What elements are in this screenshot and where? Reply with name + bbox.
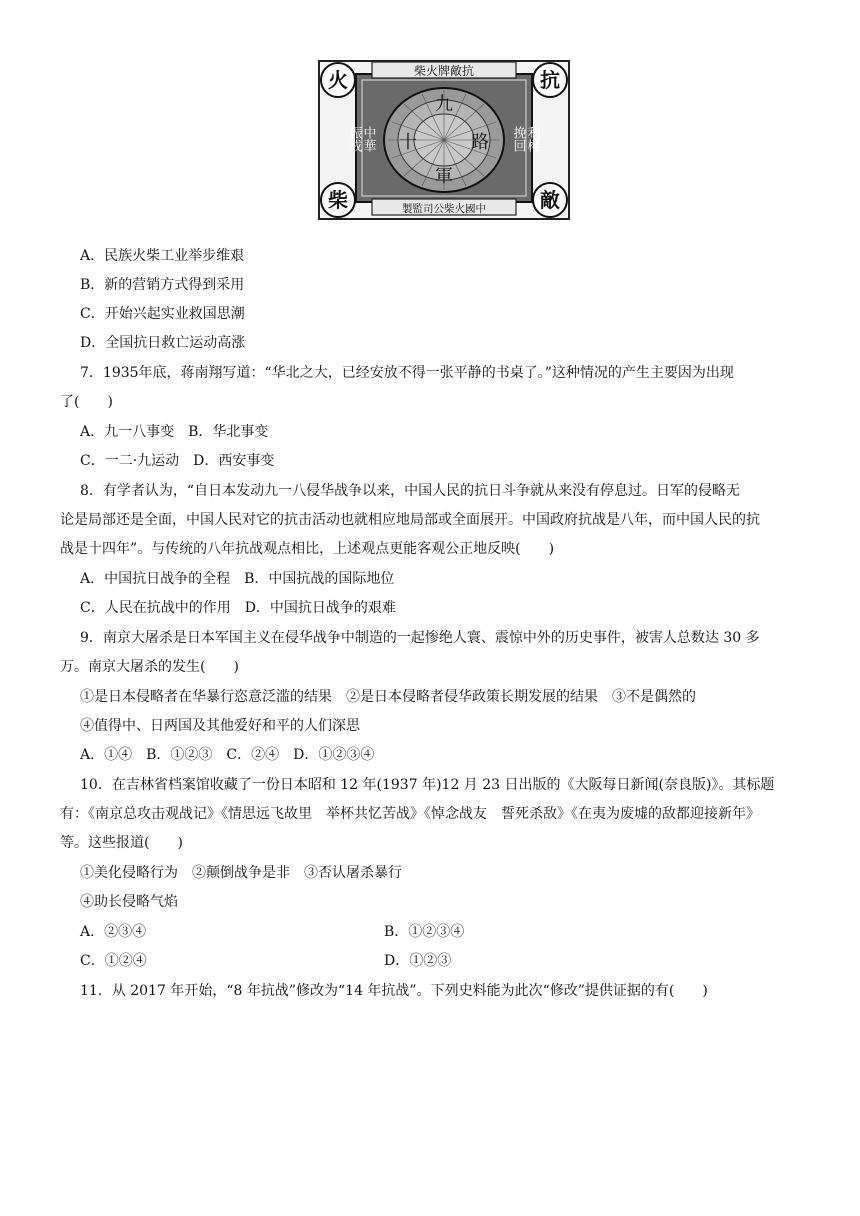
q10-stem-line2: 有：《南京总攻击观战记》《情思远飞故里 举杯共忆苦战》《悼念战友 誓死杀敌》《在夷为废墟的敌都迎接新年》 bbox=[60, 806, 760, 822]
q6-option-d: D．全国抗日救亡运动高涨 bbox=[80, 335, 246, 351]
corner-bl-char: 柴 bbox=[328, 188, 348, 212]
q11-stem-line1: 11．从 2017 年开始，“8 年抗战”修改为“14 年抗战”。下列史料能为此次“修改”提供证据的有( ) bbox=[80, 983, 708, 999]
label-top-text: 柴火牌敵抗 bbox=[413, 64, 475, 78]
q10-option-a: A．②③④ bbox=[80, 924, 147, 940]
q8-stem-line3: 战是十四年”。与传统的八年抗战观点相比，上述观点更能客观公正地反映( ) bbox=[60, 541, 555, 557]
left-slogan-col2: 振戎 bbox=[346, 126, 362, 152]
q10-stem-line1: 10．在吉林省档案馆收藏了一份日本昭和 12 年(1937 年)12 月 23 日出版的《大阪每日新闻(奈良版)》。其标题 bbox=[80, 777, 775, 793]
q8-stem-line2: 论是局部还是全面，中国人民对它的抗击活动也就相应地局部或全面展开。中国政府抗战是八年，而中国人民的抗 bbox=[60, 512, 760, 528]
center-left-char: 十 bbox=[399, 132, 417, 153]
q9-stem-line2: 万。南京大屠杀的发生( ) bbox=[60, 659, 239, 675]
matchbox-label-image bbox=[318, 60, 570, 220]
q10-items-line1: ①美化侵略行为 ②颠倒战争是非 ③否认屠杀暴行 bbox=[80, 865, 402, 881]
center-top-char: 九 bbox=[435, 94, 453, 115]
q10-stem-line3: 等。这些报道( ) bbox=[60, 835, 183, 851]
q10-option-b: B．①②③④ bbox=[384, 924, 465, 940]
q10-option-d: D．①②③ bbox=[384, 953, 452, 969]
q9-options: A．①④ B．①②③ C．②④ D．①②③④ bbox=[80, 747, 375, 763]
right-slogan-col2: 挽回 bbox=[510, 126, 526, 152]
q9-items-line1: ①是日本侵略者在华暴行恣意泛滥的结果 ②是日本侵略者侵华政策长期发展的结果 ③不是偶然的 bbox=[80, 689, 696, 705]
q9-stem-line1: 9．南京大屠杀是日本军国主义在侵华战争中制造的一起惨绝人寰、震惊中外的历史事件，被害人总数达 30 多 bbox=[80, 630, 760, 646]
q8-options-cd: C．人民在抗战中的作用 D．中国抗日战争的艰难 bbox=[80, 600, 396, 616]
center-bottom-char: 軍 bbox=[435, 166, 453, 187]
q6-option-b: B．新的营销方式得到采用 bbox=[80, 277, 245, 293]
matchbox-label-svg bbox=[318, 60, 570, 220]
q6-option-c: C．开始兴起实业救国思潮 bbox=[80, 306, 245, 322]
left-slogan-col1: 中華 bbox=[360, 126, 376, 152]
q8-options-ab: A．中国抗日战争的全程 B．中国抗战的国际地位 bbox=[80, 571, 395, 587]
q10-option-c: C．①②④ bbox=[80, 953, 147, 969]
q7-options-ab: A．九一八事变 B．华北事变 bbox=[80, 424, 269, 440]
q7-stem-line1: 7．1935年底，蒋南翔写道：“华北之大，已经安放不得一张平静的书桌了。”这种情况的产生主要因为出现 bbox=[80, 365, 734, 381]
q9-items-line2: ④值得中、日两国及其他爱好和平的人们深思 bbox=[80, 718, 360, 734]
label-bottom-text: 製監司公柴火國中 bbox=[402, 203, 486, 215]
q6-option-a: A．民族火柴工业举步维艰 bbox=[80, 248, 245, 264]
q8-stem-line1: 8．有学者认为，“自日本发动九一八侵华战争以来，中国人民的抗日斗争就从来没有停息过。日军的侵略无 bbox=[80, 483, 741, 499]
corner-tr-char: 抗 bbox=[540, 68, 560, 92]
q7-stem-line2: 了( ) bbox=[60, 394, 113, 410]
q10-items-line2: ④助长侵略气焰 bbox=[80, 894, 178, 910]
corner-br-char: 敵 bbox=[540, 188, 560, 212]
q7-options-cd: C．一二·九运动 D．西安事变 bbox=[80, 453, 275, 469]
right-slogan-col1: 利權 bbox=[524, 126, 540, 152]
corner-tl-char: 火 bbox=[328, 68, 348, 92]
center-right-char: 路 bbox=[471, 132, 489, 153]
